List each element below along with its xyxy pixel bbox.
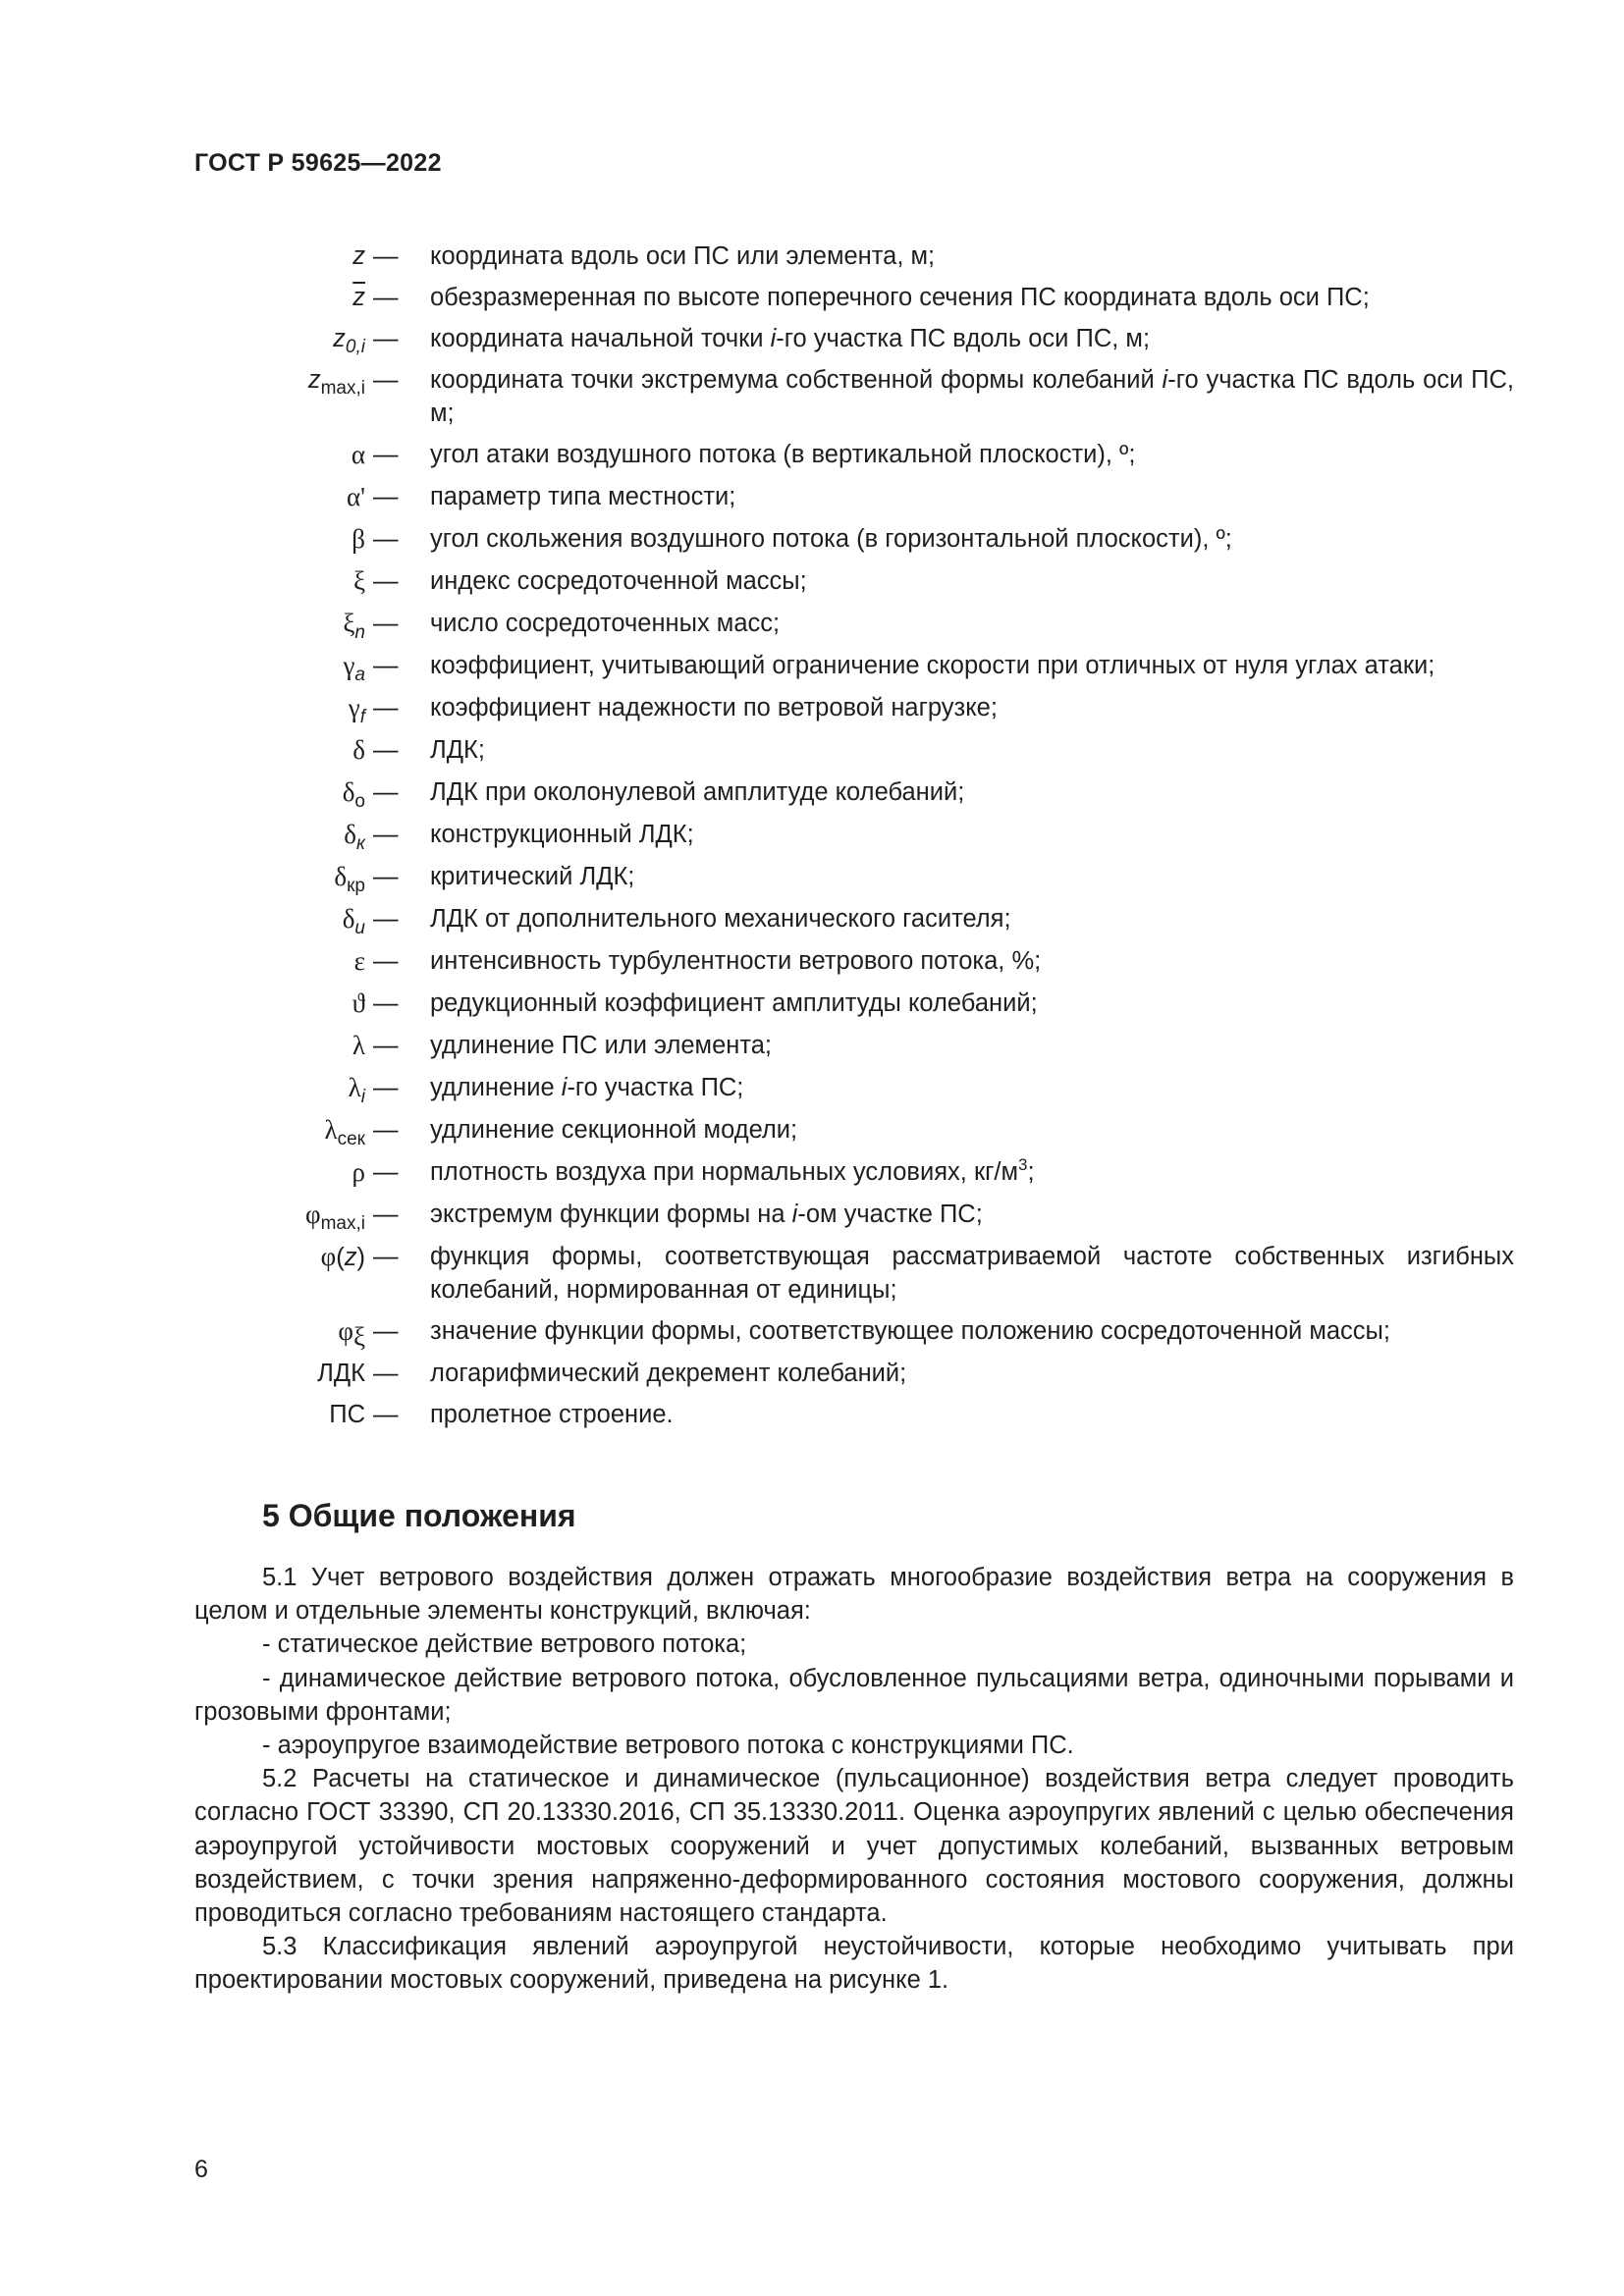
definition: угол атаки воздушного потока (в вертикальной плоскости), º;	[430, 441, 1136, 468]
dash: —	[373, 778, 399, 806]
definition: коэффициент надежности по ветровой нагрузке;	[430, 694, 998, 721]
dash: —	[373, 525, 399, 553]
symbol-row-alpha-prime	[0, 480, 1624, 514]
dash: —	[373, 905, 399, 933]
symbol-row-delta	[0, 733, 1624, 768]
symbol-row-epsilon	[0, 944, 1624, 979]
symbol: φ(z)	[320, 1242, 365, 1271]
symbol: ε	[353, 946, 365, 976]
symbol-row-rho	[0, 1155, 1624, 1190]
definition: угол скольжения воздушного потока (в горизонтальной плоскости), º;	[430, 525, 1232, 553]
symbol: $\delta_{кр}$	[334, 862, 365, 896]
dash: —	[373, 483, 399, 510]
definition: редукционный коэффициент амплитуды колебаний;	[430, 989, 1038, 1017]
dash: —	[373, 652, 399, 679]
definition: координата вдоль оси ПС или элемента, м;	[430, 242, 936, 270]
symbol-row-delta-k	[0, 818, 1624, 852]
symbol-row-alpha	[0, 438, 1624, 472]
definition: координата начальной точки i-го участка ПС вдоль оси ПС, м;	[430, 325, 1151, 352]
document-header: ГОСТ Р 59625—2022	[194, 149, 442, 177]
page-number: 6	[194, 2156, 208, 2183]
symbol-row-delta-kr	[0, 860, 1624, 894]
dash: —	[373, 1201, 399, 1228]
symbol: $z_{0,i}$	[333, 325, 365, 357]
dash: —	[373, 1032, 399, 1059]
symbol-row-zmax	[0, 363, 1624, 430]
paragraph-5-3: 5.3 Классификация явлений аэроупругой неустойчивости, которые необходимо учитывать при проектировании мостовых сооружений, приведена на рисунке 1.	[194, 1933, 1514, 1995]
dash: —	[373, 736, 399, 764]
symbol: λ	[352, 1031, 365, 1060]
dash: —	[373, 694, 399, 721]
paragraph-5-2: 5.2 Расчеты на статическое и динамическое (пульсационное) воздействия ветра следует проводить согласно ГОСТ 33390, СП 20.13330.2016, СП 35.13330.2011. Оценка аэроупругих явлений с целью обеспечения аэроупругой устойчивости мостовых сооружений и учет допустимых колебаний, вызванных ветровым воздействием, с точки зрения напряженно-деформированного состояния мостового сооружения, должны проводиться согласно требованиям настоящего стандарта.	[194, 1765, 1514, 1928]
symbol-row-phi-max	[0, 1198, 1624, 1232]
symbol: $\lambda_i$	[348, 1073, 365, 1107]
definition: значение функции формы, соответствующее положению сосредоточенной массы;	[430, 1317, 1390, 1345]
dash: —	[373, 947, 399, 975]
definition: число сосредоточенных масс;	[430, 610, 781, 637]
symbol-row-gamma-f	[0, 691, 1624, 725]
definition: интенсивность турбулентности ветрового потока, %;	[430, 947, 1042, 975]
symbol-row-phi-xi	[0, 1314, 1624, 1352]
symbol-row-zbar	[0, 281, 1624, 314]
symbol-row-delta-i	[0, 902, 1624, 936]
dash: —	[373, 1317, 399, 1345]
symbol-row-lambda-i	[0, 1071, 1624, 1105]
symbol: β	[352, 524, 365, 554]
symbol: ПС	[329, 1401, 365, 1428]
dash: —	[373, 284, 399, 311]
definition: обезразмеренная по высоте поперечного сечения ПС координата вдоль оси ПС;	[430, 284, 1370, 311]
dash: —	[373, 989, 399, 1017]
symbol-row-lambda	[0, 1029, 1624, 1063]
symbol-row-z0i	[0, 322, 1624, 355]
definition: удлинение ПС или элемента;	[430, 1032, 773, 1059]
section-body	[194, 1561, 1514, 1998]
symbol-row-ldk	[0, 1357, 1624, 1390]
symbol-row-z	[0, 240, 1624, 273]
symbol: $\varphi_{max,i}$	[305, 1200, 365, 1234]
bullet-item: - аэроупругое взаимодействие ветрового потока с конструкциями ПС.	[262, 1732, 1074, 1760]
definition: индекс сосредоточенной массы;	[430, 567, 807, 595]
dash: —	[373, 1360, 399, 1387]
symbol: ρ	[352, 1157, 365, 1187]
symbol-row-phi-z	[0, 1240, 1624, 1307]
symbol: $\delta_и$	[342, 904, 365, 938]
symbol: $\overline{z}$	[352, 284, 365, 311]
definition: экстремум функции формы на i-ом участке ПС;	[430, 1201, 983, 1228]
dash: —	[373, 1243, 399, 1270]
symbol: $\xi_n$	[343, 609, 365, 643]
dash: —	[373, 821, 399, 848]
symbol: $\delta_к$	[344, 820, 365, 854]
symbol: $\gamma_f$	[348, 693, 365, 727]
symbol: ЛДК	[317, 1360, 365, 1387]
symbol-row-beta	[0, 522, 1624, 557]
definition: ЛДК при околонулевой амплитуде колебаний;	[430, 778, 965, 806]
definition: конструкционный ЛДК;	[430, 821, 694, 848]
symbol: z	[352, 242, 365, 270]
definition: координата точки экстремума собственной формы колебаний i-го участка ПС вдоль оси ПС, м;	[430, 366, 1514, 427]
dash: —	[373, 325, 399, 352]
definition: плотность воздуха при нормальных условиях, $кг/м^3$;	[430, 1155, 1035, 1186]
symbol-row-gamma-a	[0, 649, 1624, 683]
bullet-item: - динамическое действие ветрового потока, обусловленное пульсациями ветра, одиночными порывами и грозовыми фронтами;	[194, 1664, 1514, 1726]
definition: удлинение секционной модели;	[430, 1116, 798, 1144]
definition: удлинение i-го участка ПС;	[430, 1074, 744, 1101]
symbol: $\gamma_a$	[343, 651, 365, 685]
symbol: $z_{max,i}$	[307, 366, 365, 399]
symbol-row-delta-o	[0, 775, 1624, 810]
symbol-row-xi-n	[0, 607, 1624, 641]
symbol-row-xi	[0, 564, 1624, 599]
definition: коэффициент, учитывающий ограничение скорости при отличных от нуля углах атаки;	[430, 652, 1435, 679]
symbol: α'	[346, 482, 365, 511]
symbol: $\varphi_\xi$	[338, 1316, 365, 1352]
symbol-row-ps	[0, 1398, 1624, 1431]
paragraph-5-1: 5.1 Учет ветрового воздействия должен отражать многообразие воздействия ветра на сооружения в целом и отдельные элементы конструкций, включая:	[194, 1564, 1514, 1626]
dash: —	[373, 242, 399, 270]
dash: —	[373, 1074, 399, 1101]
section-title: 5 Общие положения	[262, 1498, 576, 1533]
symbol: $\lambda_{сек}$	[324, 1115, 365, 1149]
definition: пролетное строение.	[430, 1401, 674, 1428]
dash: —	[373, 1116, 399, 1144]
definition: параметр типа местности;	[430, 483, 736, 510]
dash: —	[373, 441, 399, 468]
symbol-row-lambda-sek	[0, 1113, 1624, 1148]
definition: критический ЛДК;	[430, 863, 635, 890]
symbol: δ	[352, 735, 365, 765]
symbol-row-theta	[0, 987, 1624, 1021]
symbol: ξ	[352, 566, 365, 596]
definition: ЛДК от дополнительного механического гасителя;	[430, 905, 1011, 933]
dash: —	[373, 1158, 399, 1186]
bullet-item: - статическое действие ветрового потока;	[262, 1630, 747, 1659]
dash: —	[373, 610, 399, 637]
definition: функция формы, соответствующая рассматриваемой частоте собственных изгибных колебаний, нормированная от единицы;	[430, 1243, 1514, 1304]
dash: —	[373, 366, 399, 394]
dash: —	[373, 1401, 399, 1428]
symbol: $\delta_о$	[342, 777, 365, 812]
symbol: ϑ	[352, 988, 365, 1018]
dash: —	[373, 863, 399, 890]
symbols-list	[0, 240, 1624, 1439]
dash: —	[373, 567, 399, 595]
definition: ЛДК;	[430, 736, 485, 764]
definition: логарифмический декремент колебаний;	[430, 1360, 907, 1387]
symbol: α	[351, 440, 365, 469]
